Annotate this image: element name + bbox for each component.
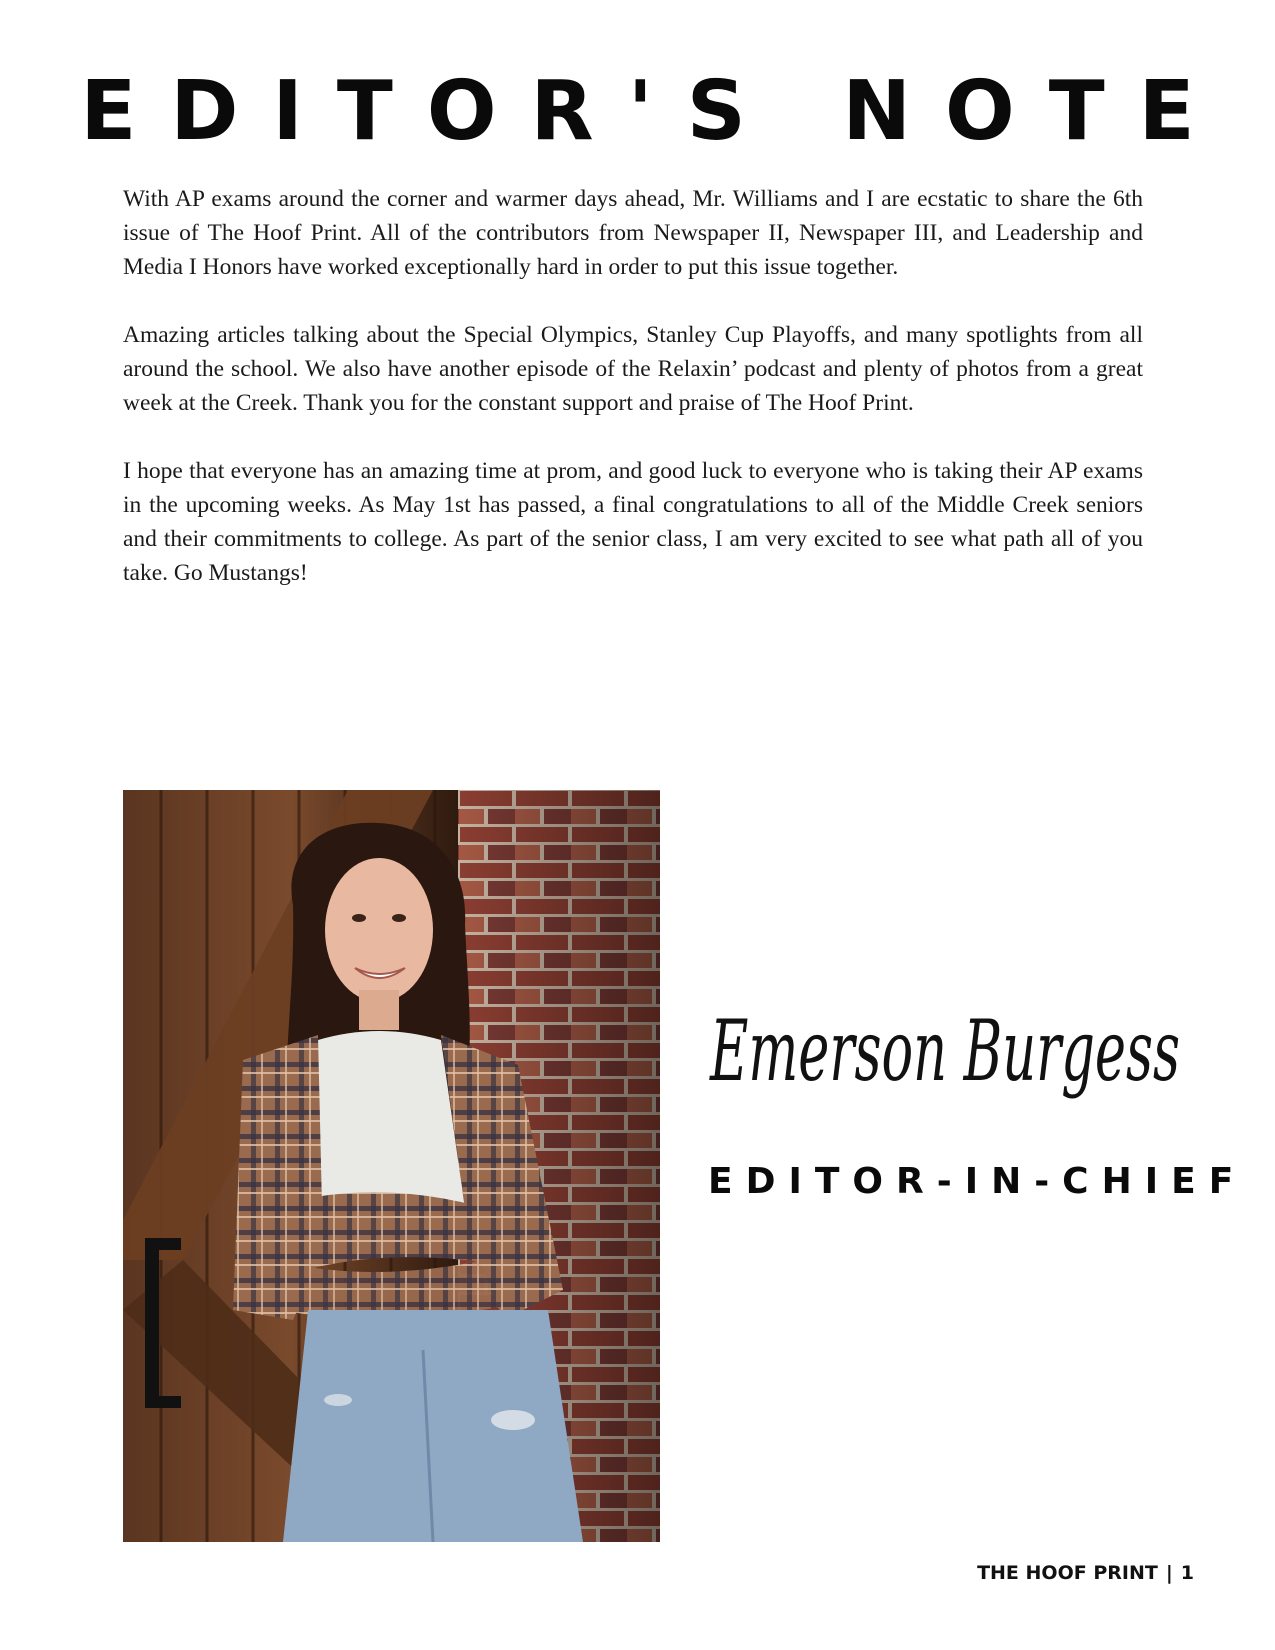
- footer-separator: |: [1165, 1562, 1173, 1584]
- article-paragraph: I hope that everyone has an amazing time at prom, and good luck to everyone who is taking their AP exams in the upcoming weeks. As May 1st has passed, a final congratulations to all of the Middle Creek seniors and their commitments to college. As part of the senior class, I am very excited to see what path all of you take. Go Mustangs!: [123, 458, 1143, 586]
- author-role: EDITOR-IN-CHIEF: [708, 1161, 1247, 1202]
- page-footer: [977, 1560, 1194, 1586]
- author-signature: [700, 985, 1200, 1155]
- article-paragraph: With AP exams around the corner and warmer days ahead, Mr. Williams and I are ecstatic to share the 6th issue of The Hoof Print. All of the contributors from Newspaper II, Newspaper III, and Leadership and Media I Honors have worked exceptionally hard in order to put this issue together.: [123, 186, 1143, 280]
- page-number: 1: [1180, 1562, 1194, 1584]
- article-body: [123, 182, 1143, 624]
- author-signature-text: Emerson Burgess: [708, 1002, 1180, 1100]
- editor-portrait-photo: [123, 790, 660, 1542]
- page-title: EDITOR'S NOTE: [80, 64, 1229, 159]
- article-paragraph: Amazing articles talking about the Special Olympics, Stanley Cup Playoffs, and many spotlights from all around the school. We also have another episode of the Relaxin’ podcast and plenty of photos from a great week at the Creek. Thank you for the constant support and praise of The Hoof Print.: [123, 322, 1143, 416]
- publication-name: THE HOOF PRINT: [977, 1562, 1158, 1584]
